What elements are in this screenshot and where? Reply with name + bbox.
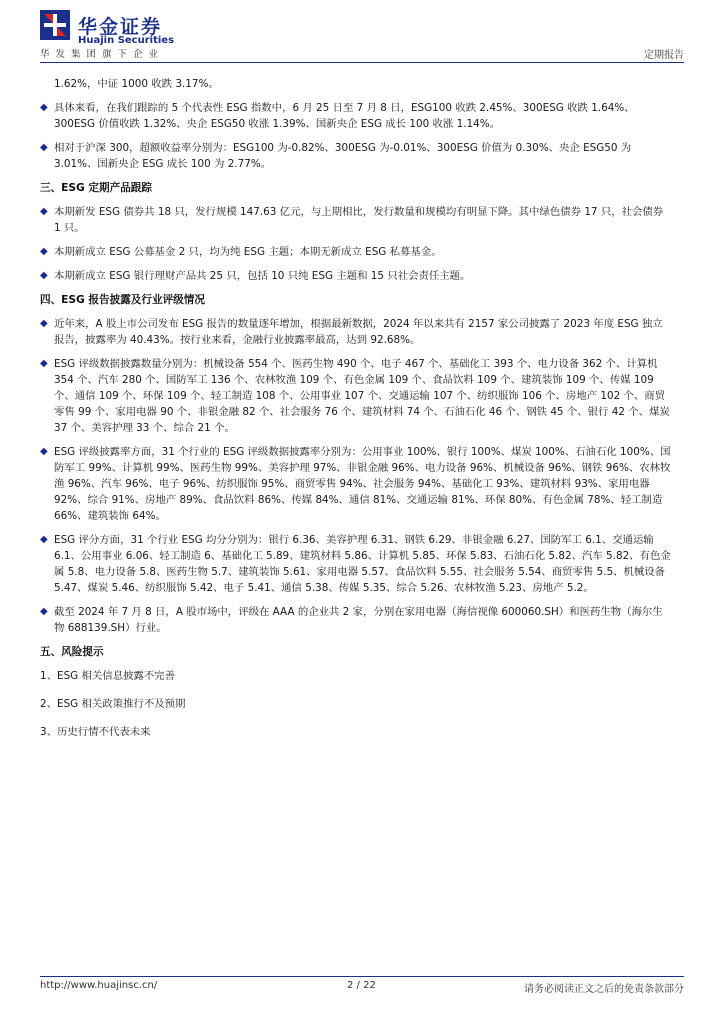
bullet-text: 本期新成立 ESG 银行理财产品共 25 只，包括 10 只纯 ESG 主题和 15 只社会责任主题。 [54,270,471,282]
bullet-paragraph [40,532,672,596]
bullet-text: ESG 评级披露率方面，31 个行业的 ESG 评级数据披露率分别为：公用事业 100%、银行 100%、煤炭 100%、石油石化 100%、国防军工 99%、计算机 99%、医药生物 99%、美容护理 97%、非银金融 96%、电力设备 96%、机械设备 96%、钢铁 96%、农林牧渔 96%、汽车 96%、电子 96%、纺织服饰 95%、商贸零售 94%、社会服务 94%、基础化工 93%、建筑材料 93%、家用电器 92%、综合 91%、房地产 89%、食品饮料 86%、传媒 84%、通信 81%、交通运输 81%、环保 80%、有色金属 78%、轻工制造 66%、建筑装饰 64%。 [54,446,671,522]
risk-item: 3、历史行情不代表未来 [40,726,151,738]
company-name-en: Huajin Securities [78,35,175,46]
continued-paragraph: 1.62%，中证 1000 收跌 3.17%。 [54,78,219,90]
diamond-bullet-icon: ◆ [40,206,48,217]
diamond-bullet-icon: ◆ [40,318,48,329]
bullet-paragraph [40,204,672,236]
bullet-paragraph [40,244,672,260]
page-number: 2 / 22 [347,980,376,991]
diamond-bullet-icon: ◆ [40,102,48,113]
diamond-bullet-icon: ◆ [40,534,48,545]
footer-divider [40,976,684,977]
bullet-paragraph [40,316,672,348]
risk-item: 1、ESG 相关信息披露不完善 [40,670,176,682]
bullet-text: ESG 评级数据披露数量分别为：机械设备 554 个、医药生物 490 个、电子 467 个、基础化工 393 个、电力设备 362 个、计算机 354 个、汽车 280 个、国防军工 136 个、农林牧渔 109 个、有色金属 109 个、食品饮料 109 个、建筑装饰 109 个、传媒 109 个、通信 109 个、环保 109 个、轻工制造 108 个、公用事业 107 个、交通运输 107 个、纺织服饰 106 个、房地产 102 个、商贸零售 99 个、家用电器 90 个、非银金融 82 个、社会服务 76 个、建筑材料 74 个、石油石化 46 个、钢铁 45 个、银行 42 个、煤炭 37 个、美容护理 33 个、综合 21 个。 [54,358,670,434]
document-body [40,76,672,752]
bullet-paragraph [40,140,672,172]
diamond-bullet-icon: ◆ [40,446,48,457]
bullet-text: 截至 2024 年 7 月 8 日，A 股市场中，评级在 AAA 的企业共 2 家，分别在家用电器（海信视像 600060.SH）和医药生物（海尔生物 688139.SH）行业。 [54,606,663,634]
diamond-bullet-icon: ◆ [40,246,48,257]
bullet-paragraph [40,100,672,132]
diamond-bullet-icon: ◆ [40,142,48,153]
risk-item: 2、ESG 相关政策推行不及预期 [40,698,186,710]
website-link[interactable]: http://www.huajinsc.cn/ [40,980,158,991]
bullet-paragraph [40,268,672,284]
huajin-logo-icon [40,10,70,40]
bullet-text: 近年来，A 股上市公司发布 ESG 报告的数量逐年增加，根据最新数据，2024 年以来共有 2157 家公司披露了 2023 年度 ESG 独立报告，披露率为 40.43%。按行业来看，金融行业披露率最高，达到 92.68%。 [54,318,663,346]
section-title-products: 三、ESG 定期产品跟踪 [40,182,152,194]
header-divider [40,62,684,63]
bullet-text: 本期新发 ESG 债券共 18 只，发行规模 147.63 亿元，与上期相比，发行数量和规模均有明显下降。其中绿色债券 17 只，社会债券 1 只。 [54,206,664,234]
bullet-paragraph [40,444,672,524]
bullet-paragraph [40,604,672,636]
diamond-bullet-icon: ◆ [40,606,48,617]
section-title-risk: 五、风险提示 [40,646,104,658]
bullet-paragraph [40,356,672,436]
diamond-bullet-icon: ◆ [40,358,48,369]
diamond-bullet-icon: ◆ [40,270,48,281]
section-title-disclosure: 四、ESG 报告披露及行业评级情况 [40,294,205,306]
company-name-cn: 华金证券 [78,16,163,38]
report-type: 定期报告 [644,50,684,61]
page-header [40,8,684,66]
bullet-text: ESG 评分方面，31 个行业 ESG 均分分别为：银行 6.36、美容护理 6.31、钢铁 6.29、非银金融 6.27、国防军工 6.1、交通运输 6.1、公用事业 6.06、轻工制造 6、基础化工 5.89、建筑材料 5.86、计算机 5.85、环保 5.83、石油石化 5.82、汽车 5.82、有色金属 5.8、电力设备 5.8、医药生物 5.7、建筑装饰 5.61、家用电器 5.57、食品饮料 5.55、社会服务 5.54、商贸零售 5.5、机械设备 5.47、煤炭 5.46、纺织服饰 5.42、电子 5.41、通信 5.38、传媒 5.35、综合 5.26、农林牧渔 5.23、房地产 5.2。 [54,534,671,594]
bullet-text: 具体来看，在我们跟踪的 5 个代表性 ESG 指数中，6 月 25 日至 7 月 8 日，ESG100 收跌 2.45%、300ESG 收跌 1.64%、300ESG 价值收跌 1.32%、央企 ESG50 收涨 1.39%、国新央企 ESG 成长 100 收涨 1.14%。 [54,102,635,130]
disclaimer-note: 请务必阅读正文之后的免责条款部分 [524,984,684,995]
company-slogan: 华发集团旗下企业 [40,49,165,60]
bullet-text: 相对于沪深 300，超额收益率分别为：ESG100 为-0.82%、300ESG 为-0.01%、300ESG 价值为 0.30%、央企 ESG50 为 3.01%、国新央企 ESG 成长 100 为 2.77%。 [54,142,632,170]
bullet-text: 本期新成立 ESG 公募基金 2 只，均为纯 ESG 主题；本期无新成立 ESG 私募基金。 [54,246,442,258]
